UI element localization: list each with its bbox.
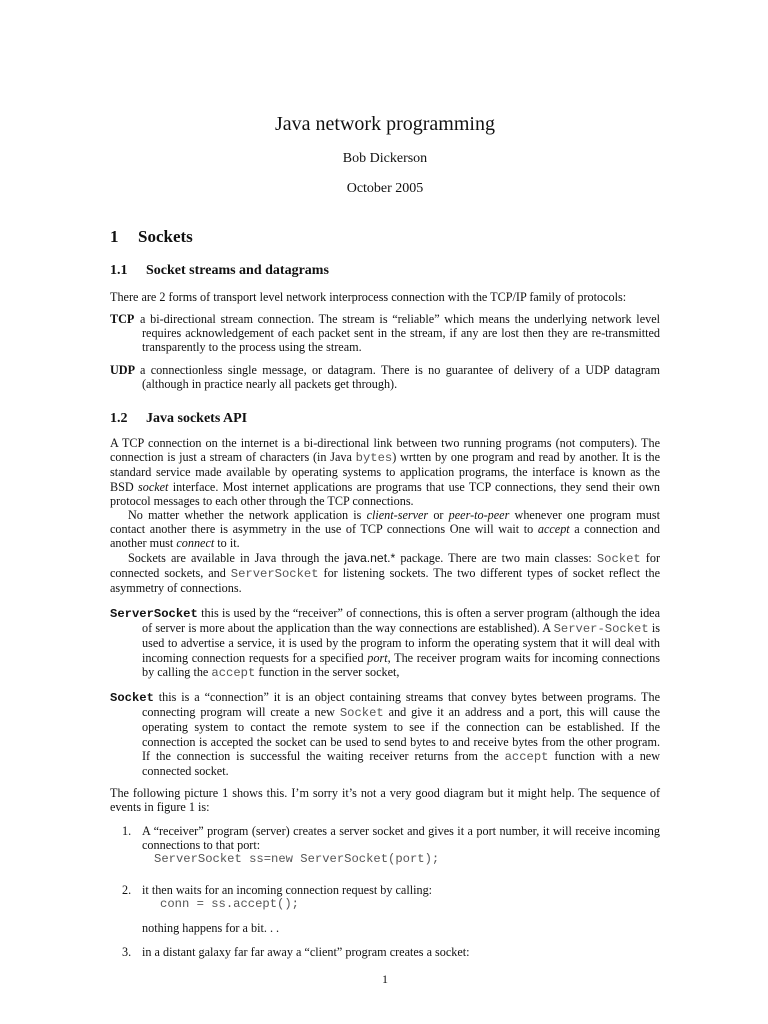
emphasis: client-server	[366, 508, 429, 523]
text-run: to it.	[214, 536, 240, 551]
text-run: whenever one program must contact another there is asymmetry in the use of TCP connections One will wait to	[110, 508, 660, 537]
intro-paragraph: There are 2 forms of transport level network interprocess connection with the TCP/IP family of protocols:	[110, 290, 627, 304]
serversocket-term: ServerSocket	[110, 607, 198, 621]
api-paragraphs	[110, 436, 660, 595]
text-run: Sockets are available in Java through the	[128, 550, 345, 565]
text-run: function in the server socket,	[255, 664, 400, 679]
document-author: Bob Dickerson	[342, 151, 428, 166]
item-number: 1.	[122, 824, 132, 838]
text-run: No matter whether the network application is	[128, 508, 367, 523]
section-title: Sockets	[138, 227, 193, 246]
inline-code: Socket	[596, 551, 641, 566]
tcp-term: TCP	[110, 312, 135, 326]
figure-intro-paragraph: The following picture 1 shows this. I’m sorry it’s not a very good diagram but it might help. The sequence of events in figure 1 is:	[110, 786, 660, 815]
emphasis: accept	[537, 522, 570, 537]
item-text: in a distant galaxy far far away a “client” program creates a socket:	[142, 945, 470, 960]
section-number: 1.1	[110, 263, 128, 278]
code-snippet: ServerSocket ss=new ServerSocket(port);	[154, 852, 440, 867]
section-1-heading	[110, 227, 193, 246]
inline-code: Server-Socket	[553, 622, 649, 637]
emphasis: peer-to-peer	[448, 508, 510, 523]
paragraph-tcp-connection	[110, 436, 660, 508]
udp-entry	[110, 363, 660, 391]
socket-term: Socket	[110, 691, 154, 706]
text-run: interface. Most internet applications are programs that use TCP connections, they send their own protocol messages to each other through the TCP connections.	[110, 479, 660, 508]
list-item	[110, 883, 660, 936]
text-run: for connected sockets, and	[110, 550, 661, 580]
text-run: this is used by the “receiver” of connections, this is often a server program (although the idea of server is more about the application than the way connections are established). A	[142, 606, 660, 636]
socket-entry	[110, 690, 660, 778]
text-run: function with a new connected socket.	[142, 748, 660, 779]
inline-code: accept	[211, 665, 256, 680]
document-title: Java network programming	[275, 113, 495, 135]
event-sequence-list	[110, 824, 660, 969]
paragraph-asymmetry	[110, 508, 660, 551]
code-snippet: conn = ss.accept();	[160, 896, 299, 911]
text-run: or	[428, 508, 449, 523]
protocol-list	[110, 312, 660, 391]
paragraph-java-net	[110, 551, 660, 596]
text-run: for listening sockets. The two different types of socket reflect the asymmetry of connections.	[110, 565, 660, 596]
udp-term: UDP	[110, 362, 136, 377]
item-number: 3.	[122, 945, 132, 960]
item-number: 2.	[122, 882, 132, 897]
section-number: 1.2	[110, 411, 128, 426]
inline-code: accept	[504, 749, 549, 764]
text-run: a connection and another must	[110, 522, 660, 551]
inline-code: Socket	[339, 706, 384, 721]
section-title: Socket streams and datagrams	[146, 263, 329, 278]
page-number: 1	[382, 972, 388, 986]
text-run: , The receiver program waits for incoming connections by calling the	[142, 650, 660, 679]
emphasis: port	[367, 650, 388, 665]
list-item	[110, 824, 660, 867]
package-name: java.net.*	[344, 550, 396, 565]
list-item	[110, 945, 660, 959]
text-run: is used to advertise a service, it is used by the program to inform the operating system that it will deal with incoming connection requests for a specified	[142, 621, 660, 665]
emphasis: connect	[176, 536, 215, 551]
inline-code: ServerSocket	[230, 566, 319, 581]
udp-text: a connectionless single message, or datagram. There is no guarantee of delivery of a UDP datagram (although in practice nearly all packets get through).	[140, 362, 660, 391]
document-date: October 2005	[346, 181, 424, 196]
emphasis: socket	[137, 479, 169, 494]
text-run: A TCP connection on the internet is a bi-directional link between two running programs (not computers). The connection is just a stream of characters (in Java	[110, 436, 660, 465]
item-note: nothing happens for a bit. . .	[142, 921, 280, 936]
section-title: Java sockets API	[146, 411, 248, 426]
item-text: it then waits for an incoming connection request by calling:	[142, 882, 433, 897]
class-definitions	[110, 606, 660, 778]
text-run: and give it an address and a port, this will cause the operating system to contact the remote system to see if the connection can be established. If the connection is accepted the socket can be used to send bytes to and receive bytes from the other program. If the connection is successful the waiting receiver returns from the	[142, 705, 660, 763]
item-text: A “receiver” program (server) creates a server socket and gives it a port number, it will receive incoming connections to that port:	[142, 824, 660, 853]
tcp-text: a bi-directional stream connection. The stream is “reliable” which means the underlying network level requires acknowledgement of each packet sent in the stream, if any are lost then they are re-transmitted transparently to the process using the stream.	[140, 312, 660, 355]
serversocket-entry	[110, 606, 660, 680]
section-1-2-heading	[110, 412, 247, 426]
text-run: package. There are two main classes:	[395, 550, 597, 565]
section-number: 1	[110, 227, 119, 246]
section-1-1-heading	[110, 264, 329, 278]
text-run: this is a “connection” it is an object containing streams that convey bytes between programs. The connecting program will create a new	[142, 690, 660, 720]
tcp-entry	[110, 312, 660, 355]
inline-code: bytes	[355, 451, 393, 466]
text-run: ) wrtten by one program and read by another. It is the standard service made available by operating systems to application programs, the interface is known as the BSD	[110, 450, 660, 494]
